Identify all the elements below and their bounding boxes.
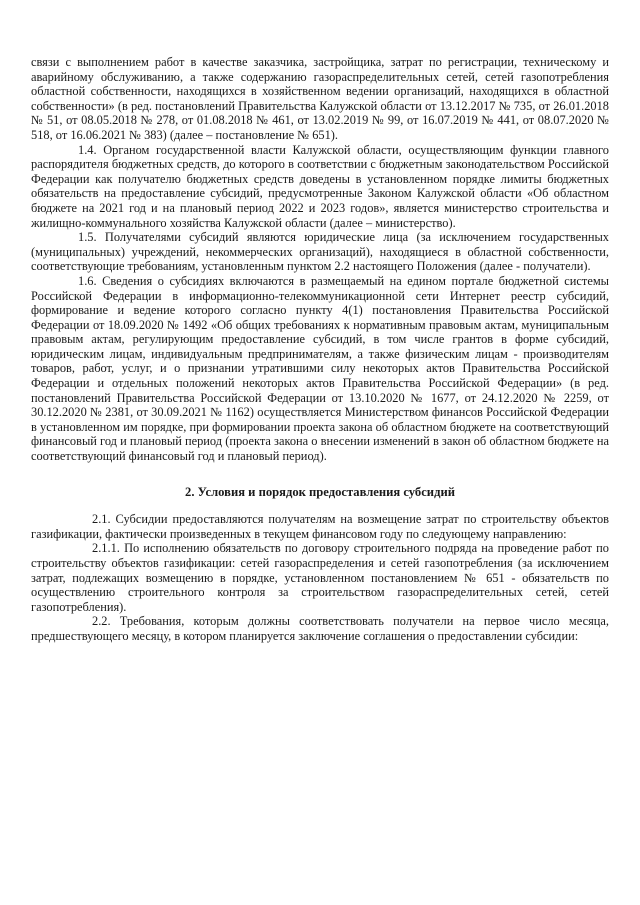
paragraph-2-1-1: 2.1.1. По исполнению обязательств по договору строительного подряда на проведение работ по строительству объектов газификации: сетей газораспределения и сетей газопотребления (за исключением затрат, подлежащих возмещению в порядке, установленном постановлением № 651 - обязательств по осуществлению строительного контроля за строительством газораспределительных сетей, сетей газопотребления). bbox=[31, 541, 609, 614]
paragraph-2-1: 2.1. Субсидии предоставляются получателям на возмещение затрат по строительству объектов газификации, фактически произведенных в текущем финансовом году по следующему направлению: bbox=[31, 512, 609, 541]
paragraph-1-6: 1.6. Сведения о субсидиях включаются в размещаемый на едином портале бюджетной системы Российской Федерации в информационно-телекоммуникационной сети Интернет реестр субсидий, формирование и ведение которого согласно пункту 4(1) постановления Правительства Российской Федерации от 18.09.2020 № 1492 «Об общих требованиях к нормативным правовым актам, муниципальным правовым актам, регулирующим предоставление субсидий, в том числе грантов в форме субсидий, юридическим лицам, индивидуальным предпринимателям, а также физическим лицам - производителям товаров, работ, услуг, и о признании утратившими силу некоторых актов Правительства Российской Федерации и отдельных положений некоторых актов Правительства Российской Федерации» (в ред. постановлений Правительства Российской Федерации от 13.10.2020 № 1677, от 24.12.2020 № 2259, от 30.12.2020 № 2381, от 30.09.2021 № 1162) осуществляется Министерством финансов Российской Федерации в установленном им порядке, при формировании проекта закона об областном бюджете на соответствующий финансовый год и плановый период (проекта закона о внесении изменений в закон об областном бюджете на соответствующий финансовый год и плановый период). bbox=[31, 273, 609, 464]
paragraph-1-4: 1.4. Органом государственной власти Калужской области, осуществляющим функции главного распорядителя бюджетных средств, до которого в соответствии с бюджетным законодательством Российской Федерации как получателю бюджетных средств доведены в установленном порядке лимиты бюджетных обязательств на предоставление субсидий, предусмотренные Законом Калужской области «Об областном бюджете на 2021 год и на плановый период 2022 и 2023 годов», является министерство строительства и жилищно-коммунального хозяйства Калужской области (далее – министерство). bbox=[31, 142, 609, 230]
paragraph-2-2: 2.2. Требования, которым должны соответствовать получатели на первое число месяца, предшествующего месяцу, в котором планируется заключение соглашения о предоставлении субсидии: bbox=[31, 614, 609, 643]
section-2-heading: 2. Условия и порядок предоставления субсидий bbox=[185, 484, 455, 499]
paragraph-continuation: связи с выполнением работ в качестве заказчика, застройщика, затрат по регистрации, техническому и аварийному обслуживанию, а также содержанию газораспределительных сетей, сетей газопотребления областной собственности, находящихся в хозяйственном ведении организаций, находящихся в областной собственности» (в ред. постановлений Правительства Калужской области от 13.12.2017 № 735, от 26.01.2018 № 51, от 08.05.2018 № 278, от 01.08.2018 № 461, от 13.02.2019 № 99, от 16.07.2019 № 441, от 08.07.2020 № 518, от 16.06.2021 № 383) (далее – постановление № 651). bbox=[31, 55, 609, 142]
paragraph-1-5: 1.5. Получателями субсидий являются юридические лица (за исключением государственных (муниципальных) учреждений, некоммерческих организаций), находящиеся в областной собственности, соответствующие требованиям, установленным пунктом 2.2 настоящего Положения (далее - получатели). bbox=[31, 230, 609, 274]
document-page bbox=[31, 55, 609, 644]
